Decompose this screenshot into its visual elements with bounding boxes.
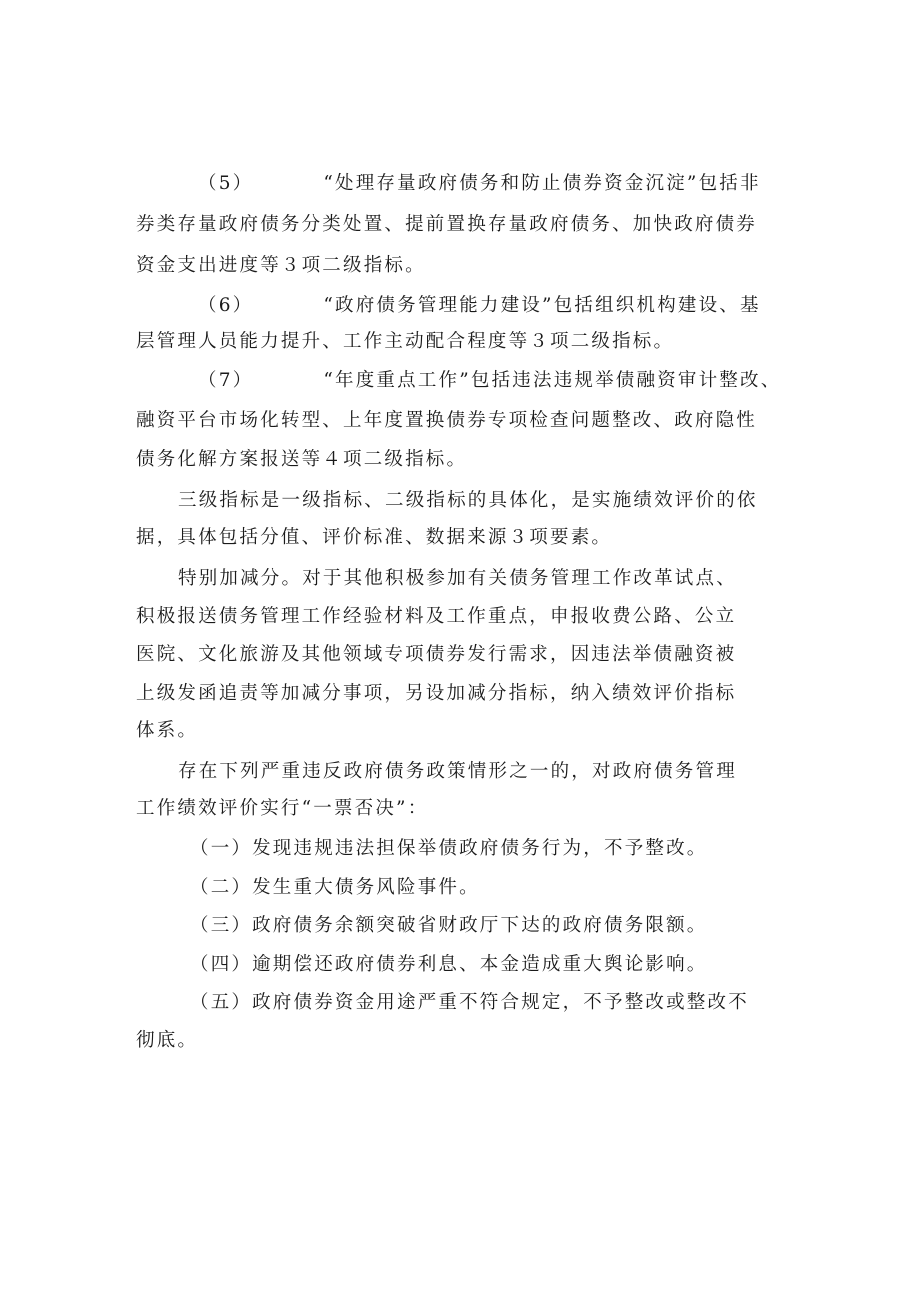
item-7-line-1 bbox=[198, 368, 781, 394]
veto-intro-line-2: 工作绩效评价实行“一票否决”： bbox=[136, 798, 429, 819]
item-5-text-1: “处理存量政府债务和防止债券资金沉淀”包括非 bbox=[323, 173, 761, 194]
tier3-line-1: 三级指标是一级指标、二级指标的具体化，是实施绩效评价的依 bbox=[178, 490, 758, 511]
item-6-line-2: 层管理人员能力提升、工作主动配合程度等３项二级指标。 bbox=[136, 331, 675, 352]
veto-item-5-line-1: （五）政府债券资金用途严重不符合规定，不予整改或整改不 bbox=[190, 992, 749, 1013]
veto-item-3: （三）政府债务余额突破省财政厅下达的政府债务限额。 bbox=[190, 915, 708, 936]
bonus-line-4: 上级发函追责等加减分事项，另设加减分指标，纳入绩效评价指标 bbox=[136, 683, 737, 704]
bonus-line-1: 特别加减分。对于其他积极参加有关债务管理工作改革试点、 bbox=[178, 568, 737, 589]
item-6-number: （6） bbox=[198, 295, 254, 316]
item-5-line-2: 券类存量政府债务分类处置、提前置换存量政府债务、加快政府债券 bbox=[136, 214, 758, 235]
bonus-line-3: 医院、文化旅游及其他领域专项债券发行需求，因违法举债融资被 bbox=[136, 644, 737, 665]
item-5-line-1 bbox=[198, 171, 761, 197]
bonus-line-5: 体系。 bbox=[136, 720, 199, 741]
item-6-line-1 bbox=[198, 293, 761, 319]
item-7-line-3: 债务化解方案报送等４项二级指标。 bbox=[136, 449, 468, 470]
bonus-line-2: 积极报送债务管理工作经验材料及工作重点，申报收费公路、公立 bbox=[136, 606, 737, 627]
veto-item-4: （四）逾期偿还政府债券利息、本金造成重大舆论影响。 bbox=[190, 954, 708, 975]
item-5-line-3: 资金支出进度等３项二级指标。 bbox=[136, 255, 426, 276]
veto-item-2: （二）发生重大债务风险事件。 bbox=[190, 877, 480, 898]
item-5-number: （5） bbox=[198, 173, 254, 194]
item-7-line-2: 融资平台市场化转型、上年度置换债券专项检查问题整改、政府隐性 bbox=[136, 410, 758, 431]
veto-item-5-line-2: 彻底。 bbox=[136, 1030, 199, 1051]
tier3-line-2: 据，具体包括分值、评价标准、数据来源３项要素。 bbox=[136, 527, 613, 548]
item-7-number: （7） bbox=[198, 370, 254, 391]
veto-item-1: （一）发现违规违法担保举债政府债务行为，不予整改。 bbox=[190, 838, 708, 859]
veto-intro-line-1: 存在下列严重违反政府债务政策情形之一的，对政府债务管理 bbox=[178, 761, 737, 782]
item-7-text-1: “年度重点工作”包括违法违规举债融资审计整改、 bbox=[323, 370, 782, 391]
item-6-text-1: “政府债务管理能力建设”包括组织机构建设、基 bbox=[323, 295, 761, 316]
